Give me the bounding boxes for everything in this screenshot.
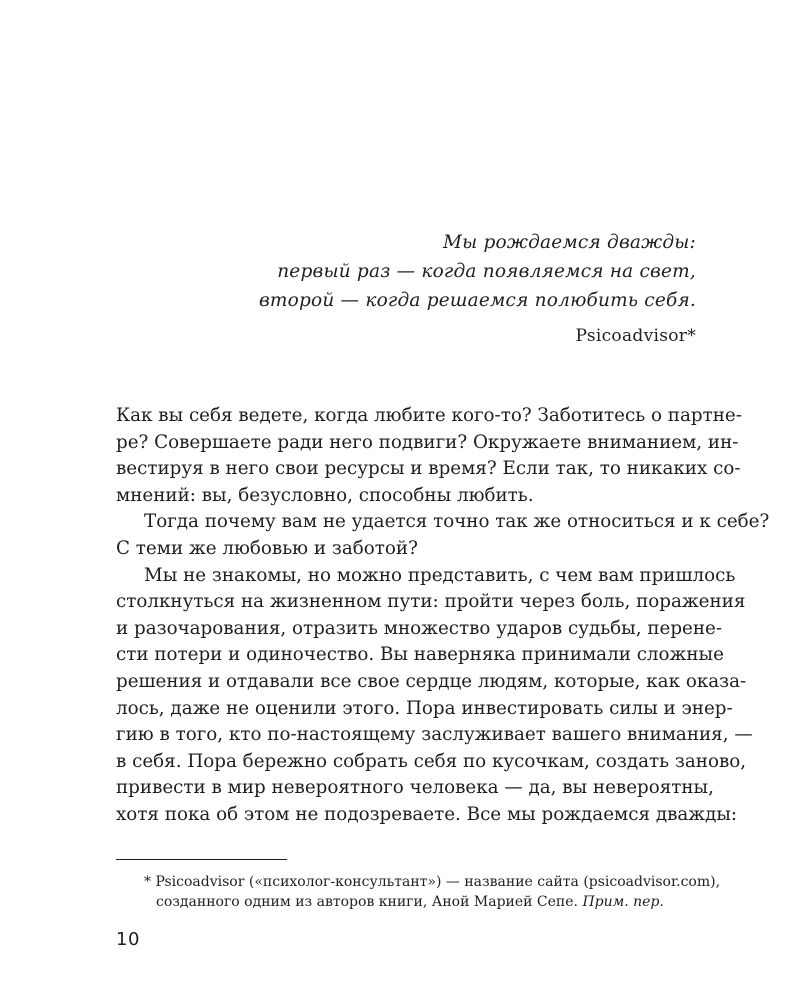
text-line: и разочарования, отразить множество ударов судьбы, перене- [116, 617, 723, 639]
footnote-rule [116, 859, 287, 860]
text-line: Тогда почему вам не удается точно так же относиться и к себе? [144, 511, 770, 533]
translator-note: Прим. пер. [582, 894, 664, 910]
text-line: привести в мир невероятного человека — да, вы невероятны, [116, 777, 714, 799]
body-text [116, 403, 770, 829]
text-line: вестируя в него свои ресурсы и время? Если так, то никаких со- [116, 458, 741, 480]
epigraph-line: Мы рождаемся дважды: [442, 232, 696, 253]
text-line: в себя. Пора бережно собрать себя по кусочкам, создать заново, [116, 750, 747, 772]
footnote-line [144, 892, 698, 912]
text-line: мнений: вы, безусловно, способны любить. [116, 484, 534, 506]
footnote-line: * Psicoadvisor («психолог-консультант») — название сайта (psicoadvisor.com), [144, 874, 721, 890]
text-line: С теми же любовью и заботой? [116, 537, 418, 559]
text-line: столкнуться на жизненном пути: пройти через боль, поражения [116, 591, 746, 613]
epigraph-line: второй — когда решаемся полюбить себя. [258, 290, 696, 311]
text-line: гию в того, кто по-настоящему заслуживает вашего внимания, — [116, 724, 753, 746]
text-line: ре? Совершаете ради него подвиги? Окружаете вниманием, ин- [116, 431, 739, 453]
text-line: хотя пока об этом не подозреваете. Все мы рождаемся дважды: [116, 803, 738, 825]
text-line: решения и отдавали все свое сердце людям, которые, как оказа- [116, 670, 747, 692]
epigraph [216, 228, 696, 349]
epigraph-line: первый раз — когда появляемся на свет, [277, 261, 696, 282]
text-line: Как вы себя ведете, когда любите кого-то? Заботитесь о партне- [116, 405, 742, 426]
epigraph-source: Psicoadvisor* [575, 326, 696, 346]
text-line: лось, даже не оценили этого. Пора инвестировать силы и энер- [116, 697, 733, 719]
footnote-text: созданного одним из авторов книги, Аной Марией Сепе. [156, 894, 578, 910]
text-line: Мы не знакомы, но можно представить, с чем вам пришлось [144, 564, 736, 586]
page-number: 10 [116, 929, 140, 950]
text-line: сти потери и одиночество. Вы наверняка принимали сложные [116, 644, 724, 666]
footnote [144, 872, 721, 912]
